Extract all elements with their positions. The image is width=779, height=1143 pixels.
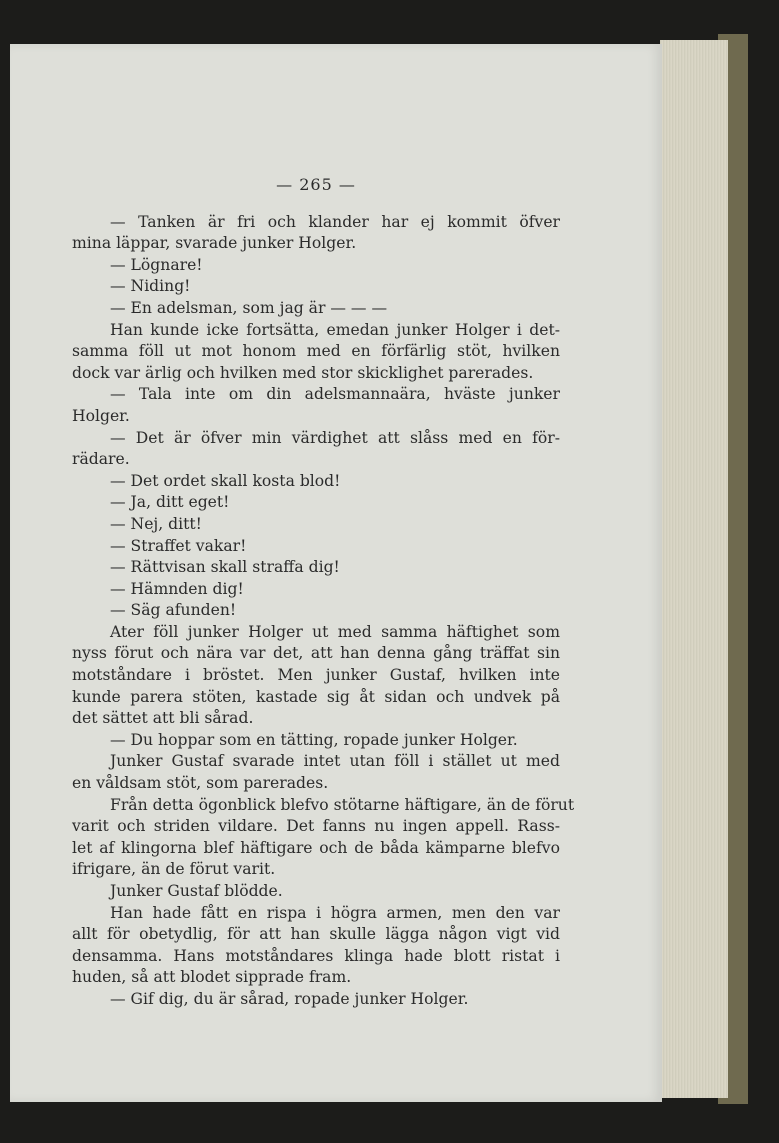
text-line: — En adelsman, som jag är — — — bbox=[110, 298, 388, 317]
text-line: — Niding! bbox=[110, 277, 191, 296]
text-line: mina läppar, svarade junker Holger. bbox=[72, 234, 357, 253]
text-line: densamma. Hans motståndares klinga hade blott ristat i bbox=[72, 946, 560, 965]
text-line: — Säg afunden! bbox=[110, 601, 237, 620]
text-line: allt för obetydlig, för att han skulle lägga någon vigt vid bbox=[72, 925, 560, 944]
text-line: — Du hoppar som en tätting, ropade junker Holger. bbox=[110, 730, 518, 749]
text-line: det sättet att bli sårad. bbox=[72, 709, 254, 728]
text-line: en våldsam stöt, som parerades. bbox=[72, 774, 329, 793]
text-line: ifrigare, än de förut varit. bbox=[72, 860, 276, 879]
text-line: huden, så att blodet sipprade fram. bbox=[72, 968, 352, 987]
text-lines bbox=[72, 212, 575, 1011]
text-line: dock var ärlig och hvilken med stor skicklighet parerades. bbox=[72, 363, 534, 382]
text-line: Han kunde icke fortsätta, emedan junker Holger i det- bbox=[110, 320, 560, 339]
text-line: — Rättvisan skall straffa dig! bbox=[110, 558, 340, 577]
page-stack-edges bbox=[660, 40, 728, 1098]
text-line: kunde parera stöten, kastade sig åt sidan och undvek på bbox=[72, 687, 560, 706]
text-line: — Nej, ditt! bbox=[110, 514, 202, 533]
text-line: Junker Gustaf blödde. bbox=[110, 882, 283, 900]
text-line: — Tanken är fri och klander har ej kommit öfver bbox=[110, 212, 560, 231]
text-line: samma föll ut mot honom med en förfärlig stöt, hvilken bbox=[72, 342, 560, 361]
text-line: — Hämnden dig! bbox=[110, 579, 244, 598]
text-line: Han hade fått en rispa i högra armen, men den var bbox=[110, 903, 560, 922]
text-line: Ater föll junker Holger ut med samma häftighet som bbox=[110, 622, 560, 641]
text-line: Junker Gustaf svarade intet utan föll i stället ut med bbox=[110, 752, 560, 771]
text-line: — Det är öfver min värdighet att slåss med en för- bbox=[110, 428, 560, 447]
text-line: — Gif dig, du är sårad, ropade junker Holger. bbox=[110, 989, 469, 1008]
text-line: rädare. bbox=[72, 450, 130, 469]
page-text-block bbox=[72, 104, 575, 1011]
text-line: — Straffet vakar! bbox=[110, 536, 247, 555]
book-page bbox=[10, 44, 662, 1102]
text-line: — Tala inte om din adelsmannaära, hväste junker bbox=[110, 385, 560, 404]
text-line: — Det ordet skall kosta blod! bbox=[110, 471, 341, 490]
text-line: motståndare i bröstet. Men junker Gustaf, hvilken inte bbox=[72, 666, 560, 685]
page-number: — 265 — bbox=[276, 175, 356, 194]
text-line: Holger. bbox=[72, 406, 130, 425]
text-line: let af klingorna blef häftigare och de båda kämparne blefvo bbox=[72, 838, 560, 857]
text-line: nyss förut och nära var det, att han denna gång träffat sin bbox=[72, 644, 560, 663]
text-line: varit och striden vildare. Det fanns nu ingen appell. Rass- bbox=[72, 817, 560, 836]
text-line: — Lögnare! bbox=[110, 255, 203, 274]
text-line: Från detta ögonblick blefvo stötarne häftigare, än de förut bbox=[110, 795, 575, 814]
text-line: — Ja, ditt eget! bbox=[110, 493, 230, 512]
